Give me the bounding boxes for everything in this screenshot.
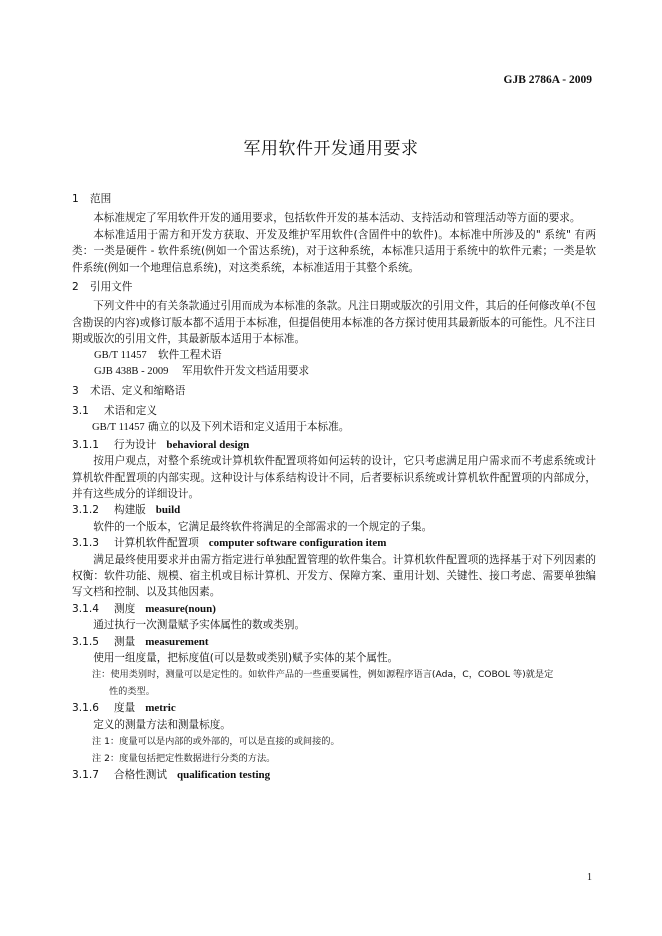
term-definition: 通过执行一次测量赋予实体属性的数或类别。 (93, 619, 306, 632)
term-heading: 3.1.6 度量 metric (72, 702, 176, 715)
section-1-paragraph-2: 本标准适用于需方和开发方获取、开发及维护军用软件(含固件中的软件)。本标准中所涉及的" 系统" 有两类：一类是硬件 - 软件系统(例如一个雷达系统)，对于这种系统，本标准只适用于系统中的软件元素；一类是软件系统(例如一个地理信息系统)，对这类系统，本标准适用于其整个系统。 (72, 228, 596, 274)
term-note: 注：使用类别时，测量可以是定性的。如软件产品的一些重要属性，例如源程序语言(Ada，C，COBOL 等)就是定 (92, 669, 554, 681)
section-3-1-intro: GB/T 11457 确立的以及下列术语和定义适用于本标准。 (92, 421, 350, 434)
term-note: 注 1：度量可以是内部的或外部的，可以是直接的或间接的。 (92, 736, 340, 748)
section-3-heading: 3 术语、定义和缩略语 (72, 385, 186, 398)
term-heading: 3.1.2 构建版 build (72, 504, 181, 517)
term-definition: 软件的一个版本，它满足最终软件将满足的全部需求的一个规定的子集。 (93, 520, 433, 533)
section-1-heading: 1 范围 (72, 193, 112, 205)
page-number: 1 (587, 872, 592, 883)
term-definition: 按用户观点，对整个系统或计算机软件配置项将如何运转的设计，它只考虑满足用户需求而不考虑系统或计算机软件配置项的内部实现。这种设计与体系结构设计不同，后者要标识系统或计算机软件配置项的内部成分，并有这些成分的详细设计。 (72, 455, 596, 500)
reference-item: GB/T 11457 软件工程术语 (94, 349, 222, 361)
standard-code: GJB 2786A - 2009 (503, 74, 592, 86)
document-body (72, 188, 596, 784)
term-definition: 使用一组度量，把标度值(可以是数或类别)赋予实体的某个属性。 (93, 651, 399, 664)
section-3-1-heading: 3.1 术语和定义 (72, 404, 157, 417)
term-note: 注 2：度量包括把定性数据进行分类的方法。 (92, 753, 276, 765)
term-heading: 3.1.7 合格性测试 qualification testing (72, 769, 271, 782)
term-heading: 3.1.1 行为设计 behavioral design (72, 438, 250, 451)
reference-item: GJB 438B - 2009 军用软件开发文档适用要求 (94, 366, 310, 378)
term-heading: 3.1.5 测量 measurement (72, 635, 209, 648)
page-title: 军用软件开发通用要求 (243, 139, 419, 159)
term-definition: 满足最终使用要求并由需方指定进行单独配置管理的软件集合。计算机软件配置项的选择基于对下列因素的权衡：软件功能、规模、宿主机或目标计算机、开发方、保障方案、重用计划、关键性、接口考虑、需要单独编写文档和控制、以及其他因素。 (72, 553, 596, 599)
term-heading: 3.1.3 计算机软件配置项 computer software configuration item (72, 537, 387, 550)
term-note-continuation: 性的类型。 (109, 686, 155, 698)
section-1-paragraph-1: 本标准规定了军用软件开发的通用要求，包括软件开发的基本活动、支持活动和管理活动等方面的要求。 (93, 212, 581, 225)
section-2-paragraph-1: 下列文件中的有关条款通过引用而成为本标准的条款。凡注日期或版次的引用文件，其后的任何修改单(不包含勘误的内容)或修订版本都不适用于本标准，但提倡使用本标准的各方探讨使用其最新版本的可能性。凡不注日期或版次的引用文件，其最新版本适用于本标准。 (72, 300, 596, 346)
term-heading: 3.1.4 测度 measure(noun) (72, 602, 216, 615)
section-2-heading: 2 引用文件 (72, 281, 133, 294)
term-definition: 定义的测量方法和测量标度。 (93, 718, 231, 731)
